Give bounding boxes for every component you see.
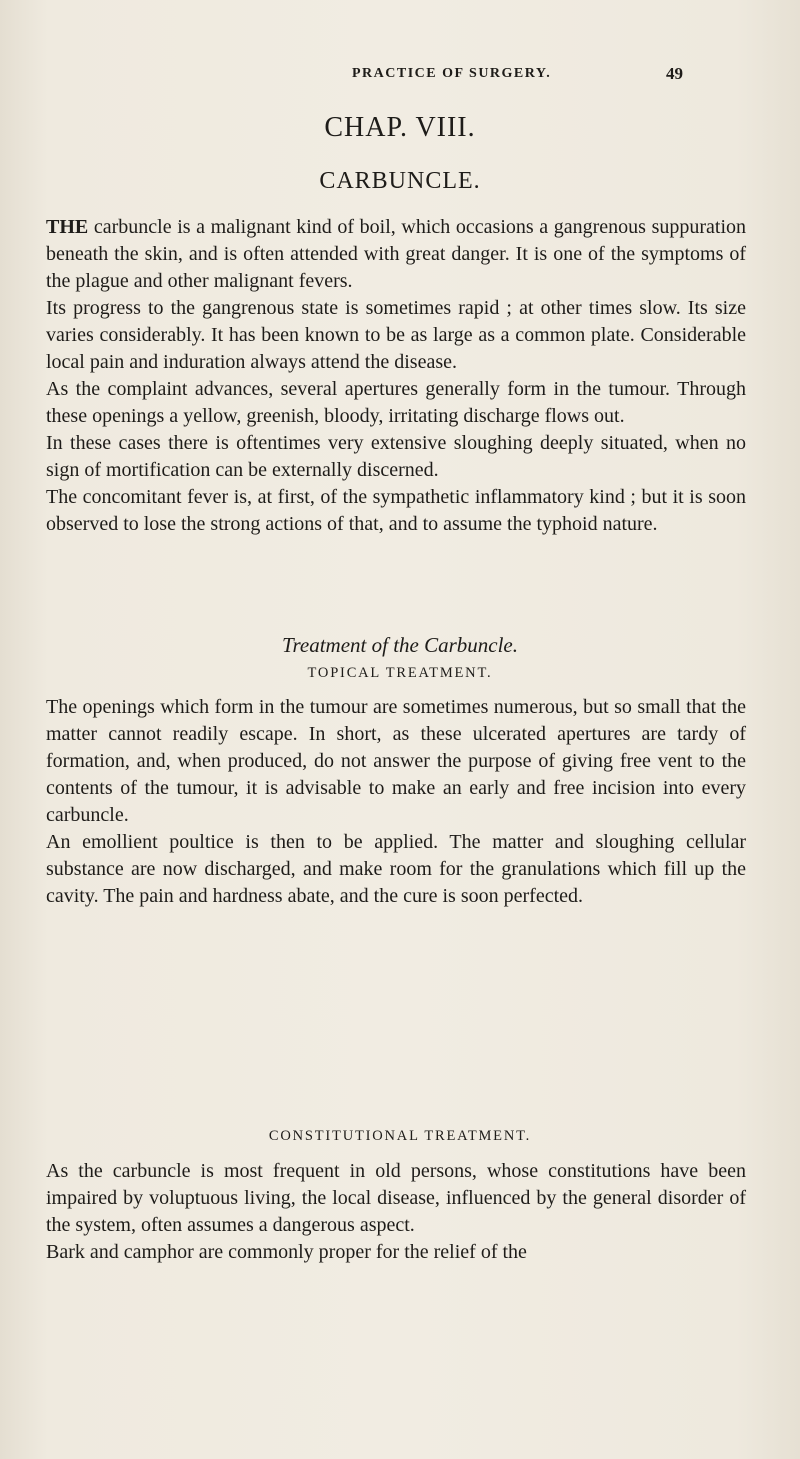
page-number: 49 (666, 64, 683, 83)
drop-word: THE (46, 216, 89, 238)
topical-section (46, 694, 746, 910)
intro-section (46, 214, 746, 538)
topical-heading: TOPICAL TREATMENT. (307, 665, 493, 681)
topical-paragraph-1: The openings which form in the tumour are sometimes numerous, but so small that the matter cannot readily escape. In short, as these ulcerated apertures are tardy of formation, and, when produced, do not answer the purpose of giving free vent to the contents of the tumour, it is advisable to make an early and free incision into every carbuncle. (46, 696, 746, 826)
treatment-heading: Treatment of the Carbuncle. (281, 633, 519, 657)
chapter-number: CHAP. VIII. (324, 112, 476, 143)
constitutional-paragraph-2: Bark and camphor are commonly proper for the relief of the (46, 1241, 527, 1263)
intro-paragraph-1-text: carbuncle is a malignant kind of boil, which occasions a gangrenous suppuration beneath the skin, and is often attended with great danger. It is one of the symptoms of the plague and other malignant fevers. (46, 216, 746, 292)
intro-paragraph-2: Its progress to the gangrenous state is sometimes rapid ; at other times slow. Its size varies considerably. It has been known to be as large as a common plate. Considerable local pain and induration always attend the disease. (46, 297, 746, 373)
constitutional-heading: CONSTITUTIONAL TREATMENT. (268, 1128, 532, 1144)
intro-paragraph-3: As the complaint advances, several apertures generally form in the tumour. Through these openings a yellow, greenish, bloody, irritating discharge flows out. (46, 378, 746, 427)
intro-paragraph-4: In these cases there is oftentimes very extensive sloughing deeply situated, when no sign of mortification can be externally discerned. (46, 432, 746, 481)
constitutional-paragraph-1: As the carbuncle is most frequent in old persons, whose constitutions have been impaired by voluptuous living, the local disease, influenced by the general disorder of the system, often assumes a dangerous aspect. (46, 1160, 746, 1236)
running-head (0, 66, 800, 90)
constitutional-section (46, 1158, 746, 1266)
topical-paragraph-2: An emollient poultice is then to be applied. The matter and sloughing cellular substance are now discharged, and make room for the granulations which fill up the cavity. The pain and hardness abate, and the cure is soon perfected. (46, 831, 746, 907)
running-title: PRACTICE OF SURGERY. (352, 66, 552, 81)
chapter-title: CARBUNCLE. (319, 168, 481, 194)
intro-paragraph-1 (46, 214, 746, 295)
intro-paragraph-5: The concomitant fever is, at first, of the sympathetic inflammatory kind ; but it is soon observed to lose the strong actions of that, and to assume the typhoid nature. (46, 486, 746, 535)
